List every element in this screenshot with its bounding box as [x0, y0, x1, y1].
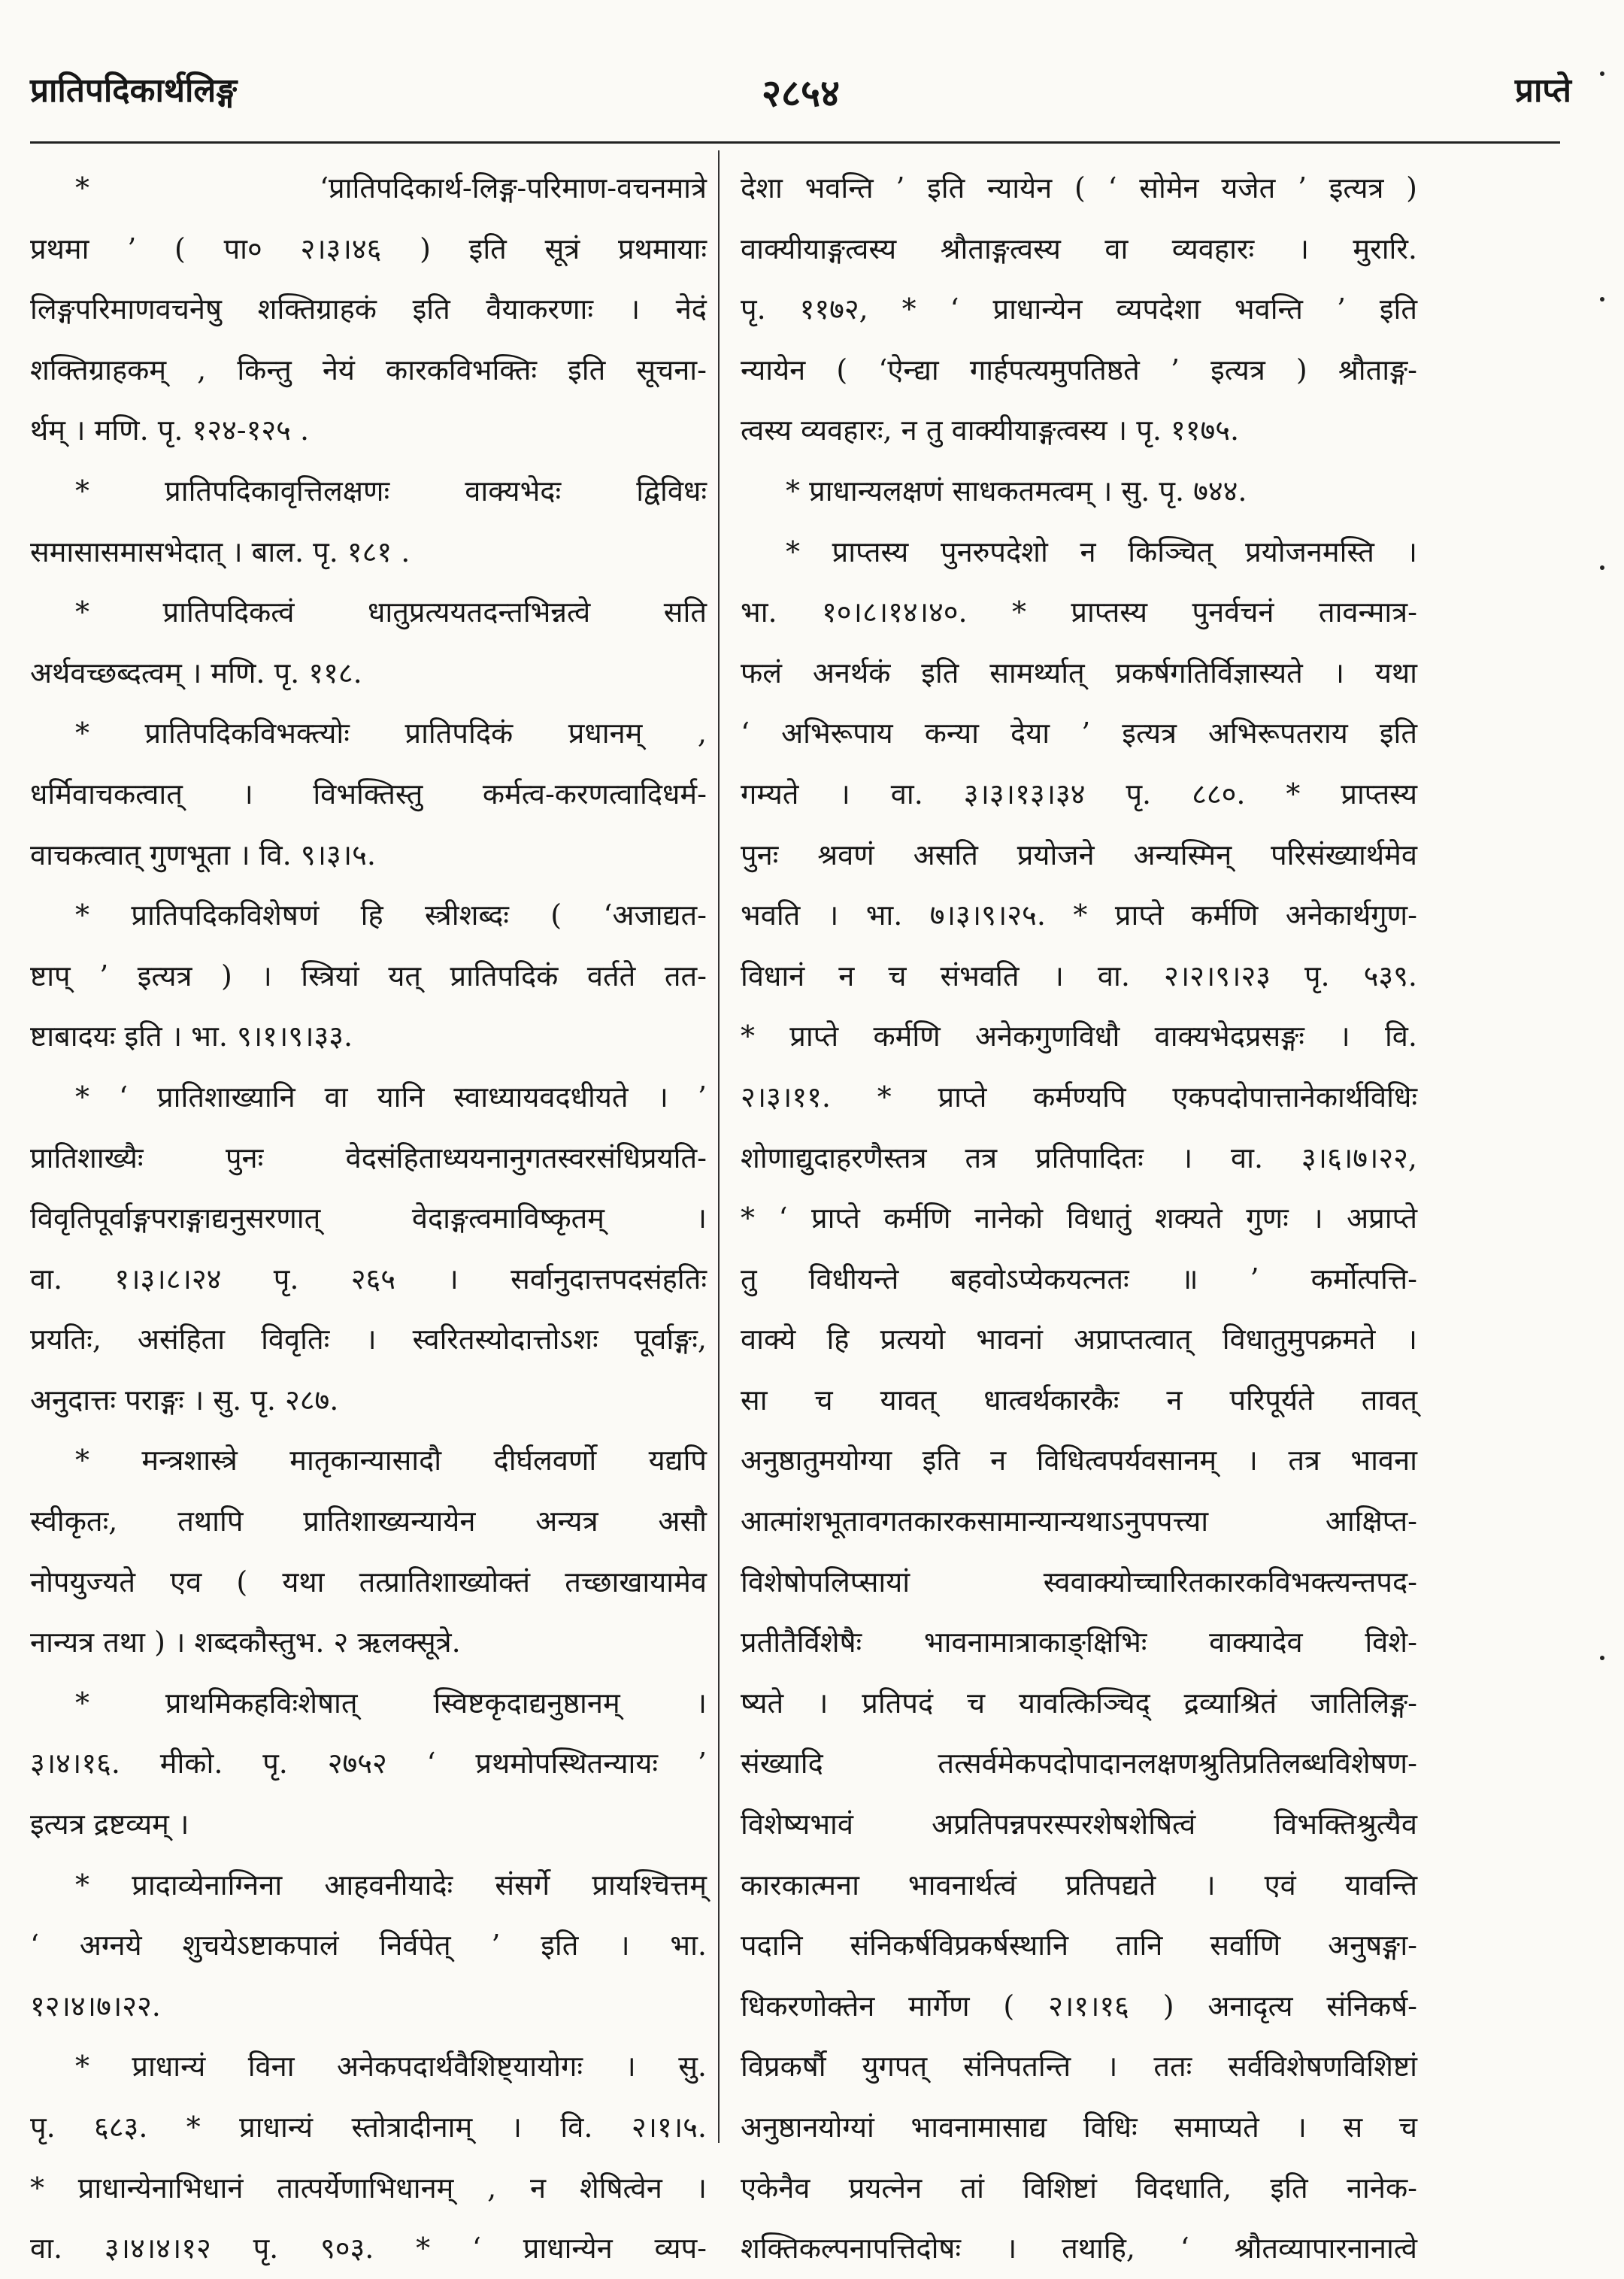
text-line: अनुदात्तः पराङ्गः । सु. पृ. २८७.	[30, 1383, 339, 1417]
text-line: पृ. ६८३. * प्राधान्यं स्तोत्रादीनाम् । वि. २।१।५.	[30, 2111, 707, 2144]
text-line: १२।४।७।२२.	[30, 1989, 161, 2023]
text-line: प्रातिशाख्यैः पुनः वेदसंहिताध्ययनानुगतस्वरसंधिप्रयति-	[30, 1141, 707, 1174]
text-line: संख्यादि तत्सर्वमेकपदोपादानलक्षणश्रुतिप्रतिलब्धविशेषण-	[741, 1747, 1417, 1780]
text-line: विप्रकर्षौ युगपत् संनिपतन्ति । ततः सर्वविशेषणविशिष्टां	[741, 2050, 1417, 2084]
text-line: * ‘प्रातिपदिकार्थ-लिङ्ग-परिमाण-वचनमात्रे	[75, 171, 707, 205]
text-line: प्रथमा ’ ( पा० २।३।४६ ) इति सूत्रं प्रथमायाः	[30, 232, 707, 265]
right-column	[741, 158, 1417, 2265]
text-line: शक्तिकल्पनापत्तिदोषः । तथाहि, ‘ श्रौतव्यापारनानात्वे	[741, 2232, 1417, 2265]
scan-speck	[1600, 71, 1604, 76]
text-line: समासासमासभेदात् । बाल. पृ. १८१ .	[30, 535, 411, 568]
page-number: २८५४	[762, 71, 840, 115]
text-line: स्वीकृतः, तथापि प्रातिशाख्यन्यायेन अन्यत्र असौ	[30, 1505, 707, 1538]
text-line: पुनः श्रवणं असति प्रयोजने अन्यस्मिन् परिसंख्यार्थमेव	[741, 838, 1417, 871]
text-line: विधानं न च संभवति । वा. २।२।९।२३ पृ. ५३९.	[741, 959, 1417, 993]
text-line: नोपयुज्यते एव ( यथा तत्प्रातिशाख्योक्तं तच्छाखायामेव	[30, 1565, 707, 1599]
text-line: ष्टाप् ’ इत्यत्र ) । स्त्रियां यत् प्रातिपदिकं वर्तते तत-	[30, 959, 707, 993]
text-line: * प्रातिपदिकविशेषणं हि स्त्रीशब्दः ( ‘अजाद्यत-	[75, 899, 707, 932]
text-line: * प्राथमिकहविःशेषात् स्विष्टकृदाद्यनुष्ठानम् ।	[75, 1686, 707, 1720]
text-line: न्यायेन ( ‘ऐन्द्या गार्हपत्यमुपतिष्ठते ’ इत्यत्र ) श्रौताङ्ग-	[741, 353, 1417, 386]
running-head-left: प्रातिपदिकार्थलिङ्ग	[30, 71, 238, 110]
running-head-right: प्राप्ते	[1514, 71, 1571, 110]
text-line: अनुष्ठातुमयोग्या इति न विधित्वपर्यवसानम् । तत्र भावना	[741, 1444, 1417, 1477]
text-line: फलं अनर्थकं इति सामर्थ्यात् प्रकर्षगतिर्विज्ञास्यते । यथा	[741, 656, 1417, 689]
text-line: वा. ३।४।४।१२ पृ. ९०३. * ‘ प्राधान्येन व्यप-	[30, 2232, 707, 2265]
text-line: वाचकत्वात् गुणभूता । वि. ९।३।५.	[30, 838, 376, 871]
text-line: सा च यावत् धात्वर्थकारकैः न परिपूर्यते तावत्	[741, 1383, 1417, 1417]
text-line: पदानि संनिकर्षविप्रकर्षस्थानि तानि सर्वाणि अनुषङ्गा-	[741, 1929, 1417, 1962]
text-line: प्रयतिः, असंहिता विवृतिः । स्वरितस्योदात्तोऽशः पूर्वाङ्गः,	[30, 1323, 707, 1356]
text-line: * प्राधान्यं विना अनेकपदार्थवैशिष्ट्यायोगः । सु.	[75, 2050, 707, 2084]
text-line: अर्थवच्छब्दत्वम् । मणि. पृ. ११८.	[30, 656, 362, 689]
text-line: * ‘ प्रातिशाख्यानि वा यानि स्वाध्यायवदधीयते । ’	[75, 1080, 707, 1114]
text-line: * ‘ प्राप्ते कर्मणि नानेको विधातुं शक्यते गुणः । अप्राप्ते	[741, 1202, 1417, 1235]
text-line: * प्राप्तस्य पुनरुपदेशो न किञ्चित् प्रयोजनमस्ति ।	[786, 535, 1417, 568]
text-line: धिकरणोक्तेन मार्गेण ( २।१।१६ ) अनादृत्य संनिकर्ष-	[741, 1989, 1417, 2023]
text-line: ‘ अभिरूपाय कन्या देया ’ इत्यत्र अभिरूपतराय इति	[741, 717, 1417, 750]
left-column	[30, 158, 707, 2265]
scan-speck	[1600, 565, 1604, 570]
page-header	[30, 59, 1571, 126]
text-line: २।३।११. * प्राप्ते कर्मण्यपि एकपदोपात्तानेकार्थविधिः	[741, 1080, 1417, 1114]
text-line: वाक्ये हि प्रत्ययो भावनां अप्राप्तत्वात् विधातुमुपक्रमते ।	[741, 1323, 1417, 1356]
text-line: अनुष्ठानयोग्यां भावनामासाद्य विधिः समाप्यते । स च	[741, 2111, 1417, 2144]
text-line: वाक्यीयाङ्गत्वस्य श्रौताङ्गत्वस्य वा व्यवहारः । मुरारि.	[741, 232, 1417, 265]
column-divider	[718, 150, 720, 2143]
scan-speck	[1600, 1656, 1604, 1660]
text-line: इत्यत्र द्रष्टव्यम् ।	[30, 1808, 189, 1841]
text-line: * प्राप्ते कर्मणि अनेकगुणविधौ वाक्यभेदप्रसङ्गः । वि.	[741, 1020, 1417, 1053]
text-line: लिङ्गपरिमाणवचनेषु शक्तिग्राहकं इति वैयाकरणाः । नेदं	[30, 292, 707, 326]
text-line: ष्यते । प्रतिपदं च यावत्किञ्चिद् द्रव्याश्रितं जातिलिङ्ग-	[741, 1686, 1417, 1720]
text-line: ष्टाबादयः इति । भा. ९।१।९।३३.	[30, 1020, 353, 1053]
text-line: नान्यत्र तथा ) । शब्दकौस्तुभ. २ ऋलक्सूत्रे.	[30, 1626, 461, 1659]
text-line: ३।४।१६. मीको. पृ. २७५२ ‘ प्रथमोपस्थितन्यायः ’	[30, 1747, 707, 1780]
text-line: प्रतीतैर्विशेषैः भावनामात्राकाङ्क्षिभिः वाक्यादेव विशे-	[741, 1626, 1417, 1659]
text-line: * प्रातिपदिकत्वं धातुप्रत्ययतदन्तभिन्नत्वे सति	[75, 596, 707, 629]
text-line: त्वस्य व्यवहारः, न तु वाक्यीयाङ्गत्वस्य । पृ. ११७५.	[741, 414, 1240, 447]
text-line: ‘ अग्नये शुचयेऽष्टाकपालं निर्वपेत् ’ इति । भा.	[30, 1929, 707, 1962]
text-line: * प्रादाव्येनाग्निना आहवनीयादेः संसर्गे प्रायश्चित्तम्	[75, 1868, 707, 1902]
text-line: शक्तिग्राहकम् , किन्तु नेयं कारकविभक्तिः इति सूचना-	[30, 353, 707, 386]
text-line: विशेष्यभावं अप्रतिपन्नपरस्परशेषशेषित्वं विभक्तिश्रुत्यैव	[741, 1808, 1417, 1841]
text-line: धर्मिवाचकत्वात् । विभक्तिस्तु कर्मत्व-करणत्वादिधर्म-	[30, 777, 707, 811]
text-line: वा. १।३।८।२४ पृ. २६५ । सर्वानुदात्तपदसंहतिः	[30, 1262, 707, 1296]
text-line: शोणाद्युदाहरणैस्तत्र तत्र प्रतिपादितः । वा. ३।६।७।२२,	[741, 1141, 1417, 1174]
text-line: पृ. ११७२, * ‘ प्राधान्येन व्यपदेशा भवन्ति ’ इति	[741, 292, 1417, 326]
text-line: गम्यते । वा. ३।३।१३।३४ पृ. ८८०. * प्राप्तस्य	[741, 777, 1417, 811]
text-line: आत्मांशभूतावगतकारकसामान्यान्यथाऽनुपपत्त्या आक्षिप्त-	[741, 1505, 1417, 1538]
text-line: भा. १०।८।१४।४०. * प्राप्तस्य पुनर्वचनं तावन्मात्र-	[741, 596, 1417, 629]
text-line: विशेषोपलिप्सायां स्ववाक्योच्चारितकारकविभक्त्यन्तपद-	[741, 1565, 1417, 1599]
text-line: * मन्त्रशास्त्रे मातृकान्यासादौ दीर्घलवर्णो यद्यपि	[75, 1444, 707, 1477]
text-line: * प्रातिपदिकविभक्त्योः प्रातिपदिकं प्रधानम् ,	[75, 717, 707, 750]
text-line: * प्राधान्येनाभिधानं तात्पर्येणाभिधानम् , न शेषित्वेन ।	[30, 2171, 707, 2205]
text-line: * प्राधान्यलक्षणं साधकतमत्वम् । सु. पृ. ७४४.	[786, 474, 1247, 508]
text-line: * प्रातिपदिकावृत्तिलक्षणः वाक्यभेदः द्विविधः	[75, 474, 707, 508]
text-line: कारकात्मना भावनार्थत्वं प्रतिपद्यते । एवं यावन्ति	[741, 1868, 1417, 1902]
text-line: भवति । भा. ७।३।९।२५. * प्राप्ते कर्मणि अनेकार्थगुण-	[741, 899, 1417, 932]
text-line: र्थम् । मणि. पृ. १२४-१२५ .	[30, 414, 310, 447]
text-line: विवृतिपूर्वाङ्गपराङ्गाद्यनुसरणात् वेदाङ्गत्वमाविष्कृतम् ।	[30, 1202, 707, 1235]
scan-speck	[1600, 297, 1604, 302]
text-line: तु विधीयन्ते बहवोऽप्येकयत्नतः ॥ ’ कर्मोत्पत्ति-	[741, 1262, 1417, 1296]
header-rule	[30, 141, 1560, 144]
text-line: एकेनैव प्रयत्नेन तां विशिष्टां विदधाति, इति नानेक-	[741, 2171, 1417, 2205]
text-line: देशा भवन्ति ’ इति न्यायेन ( ‘ सोमेन यजेत ’ इत्यत्र )	[741, 171, 1417, 205]
